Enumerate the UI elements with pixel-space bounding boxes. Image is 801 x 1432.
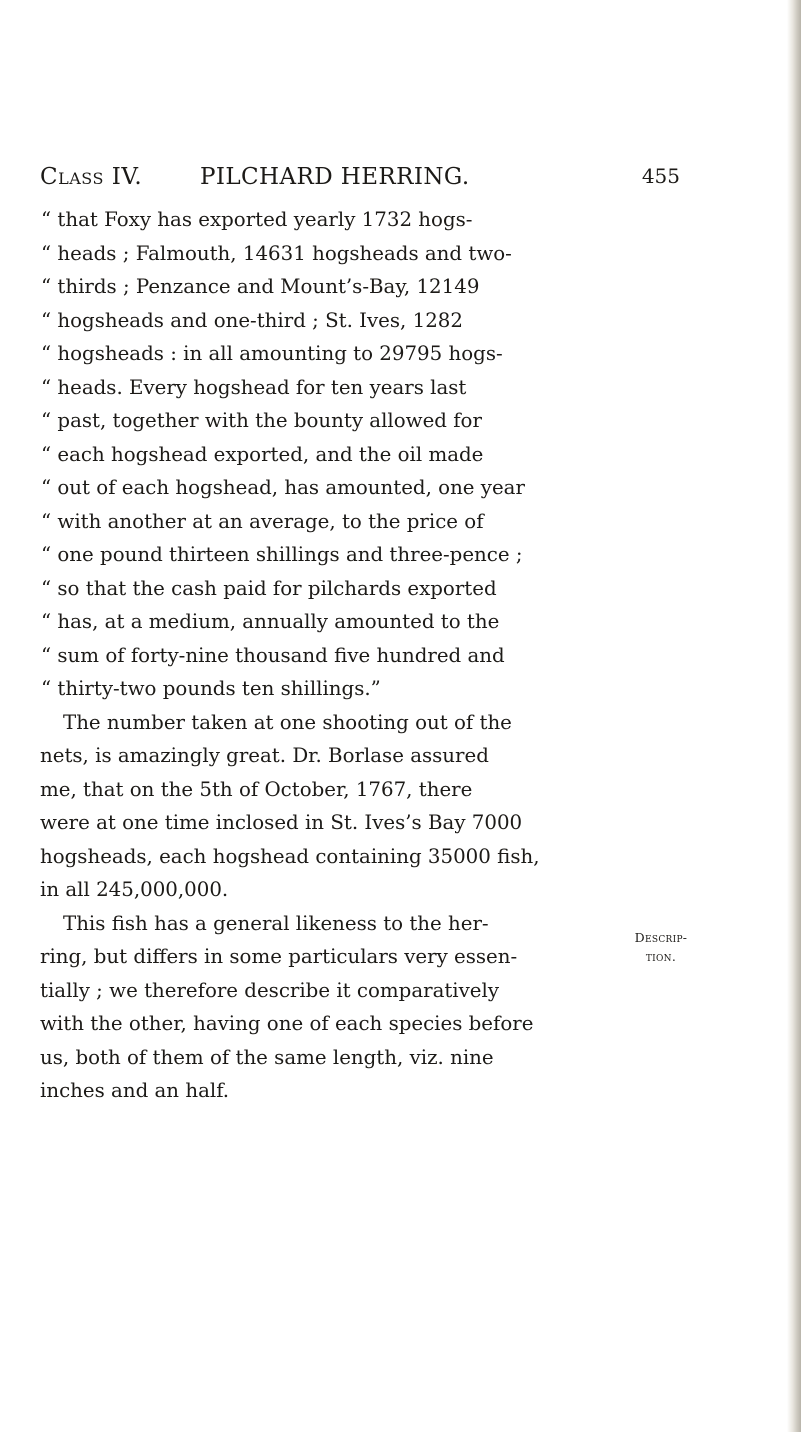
text-line-25: with the other, having one of each species before	[40, 1012, 534, 1035]
header-title: PILCHARD HERRING.	[200, 164, 470, 190]
text-line-11: “ one pound thirteen shillings and three-pence ;	[41, 543, 523, 566]
running-header	[40, 164, 680, 194]
text-line-1: “ that Foxy has exported yearly 1732 hogs-	[41, 208, 473, 231]
text-line-10: “ with another at an average, to the price of	[41, 509, 484, 533]
marginal-note-line-2: tion.	[645, 949, 677, 964]
body-text	[40, 203, 600, 1108]
text-line-14: “ sum of forty-nine thousand five hundred and	[41, 643, 505, 667]
text-line-21: in all 245,000,000.	[40, 878, 229, 901]
text-line-23: ring, but differs in some particulars very essen-	[40, 945, 518, 968]
text-line-8: “ each hogshead exported, and the oil made	[41, 442, 484, 466]
text-line-16: The number taken at one shooting out of the	[63, 710, 512, 734]
text-line-27: inches and an half.	[40, 1079, 230, 1102]
text-line-13: “ has, at a medium, annually amounted to the	[41, 610, 500, 633]
page-binding-edge	[787, 0, 801, 1432]
page-number: 455	[641, 164, 680, 188]
text-line-7: “ past, together with the bounty allowed for	[41, 409, 482, 432]
marginal-note-line-1: Descrip-	[634, 930, 688, 945]
text-line-20: hogsheads, each hogshead containing 35000 fish,	[40, 844, 540, 868]
text-line-19: were at one time inclosed in St. Ives’s Bay 7000	[40, 811, 523, 834]
text-line-2: “ heads ; Falmouth, 14631 hogsheads and two-	[41, 241, 512, 265]
text-line-4: “ hogsheads and one-third ; St. Ives, 1282	[41, 308, 463, 332]
text-line-24: tially ; we therefore describe it comparatively	[40, 978, 500, 1002]
text-line-6: “ heads. Every hogshead for ten years last	[41, 375, 467, 399]
text-line-26: us, both of them of the same length, viz. nine	[40, 1045, 494, 1069]
header-class-label: Class IV.	[40, 164, 143, 190]
text-line-17: nets, is amazingly great. Dr. Borlase assured	[40, 744, 489, 767]
text-line-22: This fish has a general likeness to the her-	[63, 911, 489, 935]
text-line-5: “ hogsheads : in all amounting to 29795 hogs-	[41, 342, 503, 365]
text-line-15: “ thirty-two pounds ten shillings.”	[41, 677, 381, 700]
text-line-9: “ out of each hogshead, has amounted, one year	[41, 476, 525, 499]
text-line-18: me, that on the 5th of October, 1767, there	[40, 777, 473, 801]
text-line-12: “ so that the cash paid for pilchards exported	[41, 576, 497, 600]
marginal-note	[621, 928, 701, 966]
text-line-3: “ thirds ; Penzance and Mount’s-Bay, 12149	[41, 275, 480, 298]
